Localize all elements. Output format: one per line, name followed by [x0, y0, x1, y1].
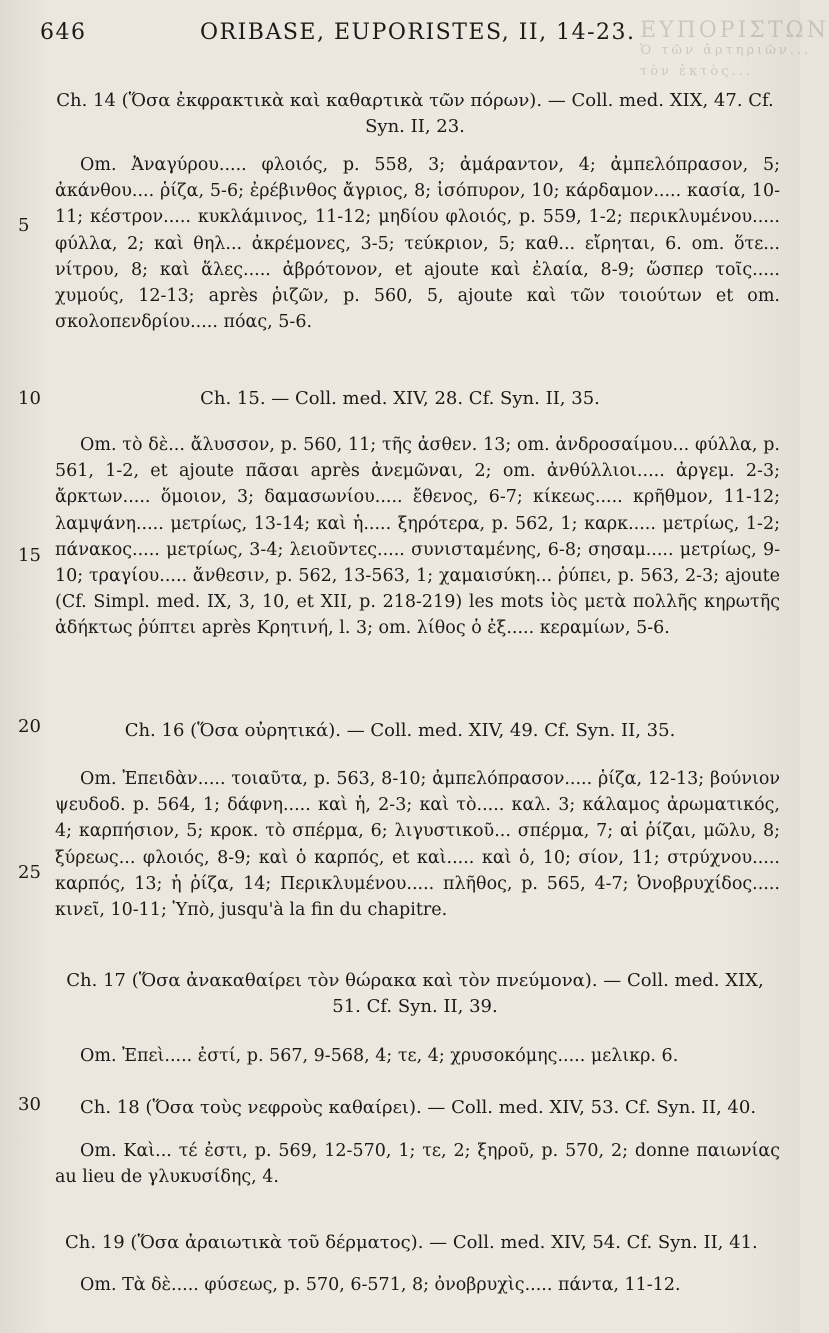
collation-paragraph-17: Om. Ἐπεὶ..... ἐστί, p. 567, 9-568, 4; τε, 4; χρυσοκόμης..... μελικρ. 6.	[80, 1046, 679, 1066]
line-number-5: 5	[18, 215, 30, 236]
chapter-heading-19: Ch. 19 (Ὅσα ἀραιωτικὰ τοῦ δέρματος). — Coll. med. XIV, 54. Cf. Syn. II, 41.	[65, 1232, 758, 1253]
line-number-25: 25	[18, 862, 41, 883]
collation-paragraph-19: Om. Τὰ δὲ..... φύσεως, p. 570, 6-571, 8; ὀνοβρυχὶς..... πάντα, 11-12.	[80, 1275, 681, 1295]
chapter-heading-16: Ch. 16 (Ὅσα οὐρητικά). — Coll. med. XIV, 49. Cf. Syn. II, 35.	[124, 720, 676, 741]
collation-paragraph-16: Om. Ἐπειδὰν..... τοιαῦτα, p. 563, 8-10; ἀμπελόπρασον..... ῥίζα, 12-13; βούνιον ψευδοδ. p. 564, 1; δάφνη..... καὶ ἡ, 2-3; καὶ τὸ..... καλ. 3; κάλαμος ἀρωματικός, 4; καρπήσιον, 5; κροκ. τὸ σπέρμα, 6; λιγυστικοῦ... σπέρμα, 7; αἱ ῥίζαι, μῶλυ, 8; ξύρεως... φλοιός, 8-9; καὶ ὁ καρπός, et καὶ..... καὶ ὁ, 10; σίον, 11; στρύχνου..... καρπός, 13; ἡ ῥίζα, 14; Περικλυμένου..... πλῆθος, p. 565, 4-7; Ὀνοβρυχίδος..... κινεῖ, 10-11; Ὑπὸ, jusqu'à la fin du chapitre.	[55, 769, 780, 921]
running-title: ORIBASE, EUPORISTES, II, 14-23.	[200, 20, 636, 45]
line-number-15: 15	[18, 545, 41, 566]
line-number-20: 20	[18, 716, 41, 737]
bleed-line-2: Ὁ τῶν ἀρτηριῶν...	[640, 43, 812, 58]
bleed-line-1: ΕΥΠΟΡΙΣΤΩΝ	[640, 18, 829, 43]
chapter-heading-18: Ch. 18 (Ὅσα τοὺς νεφροὺς καθαίρει). — Coll. med. XIV, 53. Cf. Syn. II, 40.	[80, 1097, 757, 1118]
chapter-heading-15: Ch. 15. — Coll. med. XIV, 28. Cf. Syn. II, 35.	[200, 388, 600, 409]
chapter-heading-17: Ch. 17 (Ὅσα ἀνακαθαίρει τὸν θώρακα καὶ τὸν πνεύμονα). — Coll. med. XIX, 51. Cf. Syn. II, 39.	[66, 970, 764, 1017]
collation-paragraph-14: Om. Ἀναγύρου..... φλοιός, p. 558, 3; ἀμάραντον, 4; ἀμπελόπρασον, 5; ἀκάνθου.... ῥίζα, 5-6; ἐρέβινθος ἄγριος, 8; ἰσόπυρον, 10; κάρδαμον..... κασία, 10-11; κέστρον..... κυκλάμινος, 11-12; μηδίου φλοιός, p. 559, 1-2; περικλυμένου..... φύλλα, 2; καὶ θηλ... ἀκρέμονες, 3-5; τεύκριον, 5; καθ... εἴρηται, 6. om. ὅτε... νίτρου, 8; καὶ ἅλες..... ἀβρότονον, et ajoute καὶ ἐλαία, 8-9; ὥσπερ τοῖς..... χυμούς, 12-13; après ῥιζῶν, p. 560, 5, ajoute καὶ τῶν τοιούτων et om. σκολοπενδρίου..... πόας, 5-6.	[55, 155, 780, 333]
collation-paragraph-18: Om. Καὶ... τέ ἐστι, p. 569, 12-570, 1; τε, 2; ξηροῦ, p. 570, 2; donne παιωνίας au lieu de γλυκυσίδης, 4.	[55, 1141, 780, 1188]
chapter-heading-14: Ch. 14 (Ὅσα ἐκφρακτικὰ καὶ καθαρτικὰ τῶν πόρων). — Coll. med. XIX, 47. Cf. Syn. II, 23.	[56, 90, 774, 137]
bleed-through-text	[640, 18, 829, 88]
collation-paragraph-15: Om. τὸ δὲ... ἄλυσσον, p. 560, 11; τῆς ἀσθεν. 13; om. ἀνδροσαίμου... φύλλα, p. 561, 1-2, et ajoute πᾶσαι après ἀνεμῶναι, 2; om. ἀνθύλλιοι..... ἀργεμ. 2-3; ἄρκτων..... ὅμοιον, 3; δαμασωνίου..... ἔθενος, 6-7; κίκεως..... κρῆθμον, 11-12; λαμψάνη..... μετρίως, 13-14; καὶ ἡ..... ξηρότερα, p. 562, 1; καρκ..... μετρίως, 1-2; πάνακος..... μετρίως, 3-4; λειοῦντες..... συνισταμένης, 6-8; σησαμ..... μετρίως, 9-10; τραγίου..... ἄνθεσιν, p. 562, 13-563, 1; χαμαισύκη... ῥύπει, p. 563, 2-3; ajoute (Cf. Simpl. med. IX, 3, 10, et XII, p. 218-219) les mots ἰὸς μετὰ πολλῆς κηρωτῆς ἀδήκτως ῥύπτει après Κρητινή, l. 3; om. λίθος ὁ ἐξ..... κεραμίων, 5-6.	[55, 435, 780, 639]
line-number-10: 10	[18, 388, 41, 409]
bleed-line-3: τὸν ἐκτὸς...	[640, 64, 753, 79]
line-number-30: 30	[18, 1094, 41, 1115]
page-number: 646	[40, 20, 87, 45]
